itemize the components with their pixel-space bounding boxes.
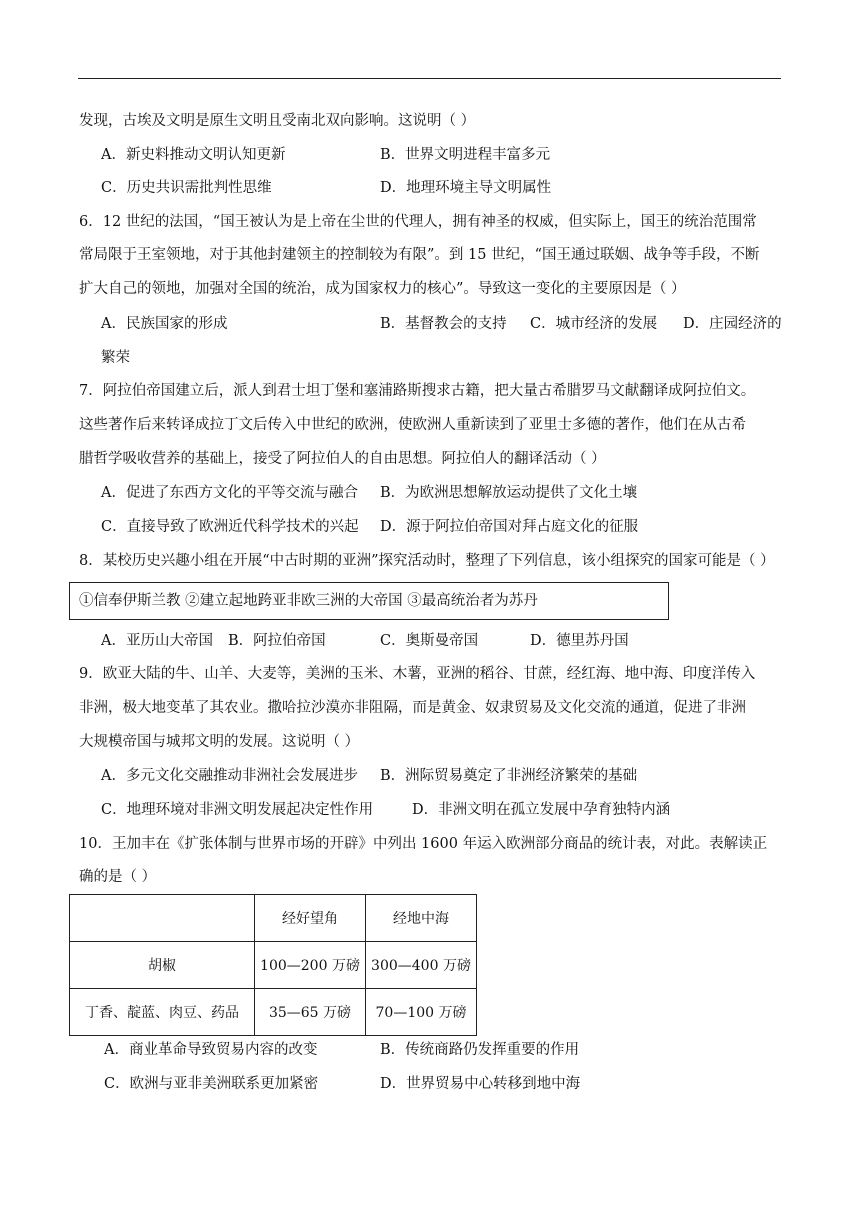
q6-option-c[interactable]: C．城市经济的发展: [530, 316, 658, 332]
q8-option-c[interactable]: C．奥斯曼帝国: [380, 633, 479, 649]
q9-option-b[interactable]: B．洲际贸易奠定了非洲经济繁荣的基础: [380, 768, 638, 784]
q7-stem-line-3: 腊哲学吸收营养的基础上，接受了阿拉伯人的自由思想。阿拉伯人的翻译活动（ ）: [79, 451, 606, 467]
q6-stem-line-3: 扩大自己的领地，加强对全国的统治，成为国家权力的核心”。导致这一变化的主要原因是（ ）: [79, 281, 686, 297]
table-cell: 胡椒: [70, 942, 255, 989]
table-cell: 丁香、靛蓝、肉豆、药品: [70, 989, 255, 1036]
q9-stem-line-1: 9．欧亚大陆的牛、山羊、大麦等，美洲的玉米、木薯，亚洲的稻谷、甘蔗，经红海、地中海、印度洋传入: [79, 666, 756, 682]
table-cell: 70—100 万磅: [366, 989, 477, 1036]
q7-option-b[interactable]: B．为欧洲思想解放运动提供了文化土壤: [380, 485, 638, 501]
table-cell: 35—65 万磅: [255, 989, 366, 1036]
header-rule: [78, 78, 781, 79]
table-row: [70, 989, 477, 1036]
q9-stem-line-2: 非洲，极大地变革了其农业。撒哈拉沙漠亦非阻隔，而是黄金、奴隶贸易及文化交流的通道，促进了非洲: [79, 700, 746, 716]
q8-info-text: ①信奉伊斯兰教 ②建立起地跨亚非欧三洲的大帝国 ③最高统治者为苏丹: [79, 593, 538, 609]
q10-option-a[interactable]: A．商业革命导致贸易内容的改变: [104, 1042, 318, 1058]
q10-stem-line-2: 确的是（ ）: [79, 869, 157, 885]
q9-option-d[interactable]: D．非洲文明在孤立发展中孕育独特内涵: [412, 802, 671, 818]
q5-option-b[interactable]: B．世界文明进程丰富多元: [380, 147, 551, 163]
q7-stem-line-2: 这些著作后来转译成拉丁文后传入中世纪的欧洲，使欧洲人重新读到了亚里士多德的著作，他们在从古希: [79, 417, 746, 433]
table-header-cell: [70, 895, 255, 942]
q6-option-d[interactable]: D．庄园经济的: [683, 316, 782, 332]
q9-option-c[interactable]: C．地理环境对非洲文明发展起决定性作用: [101, 802, 374, 818]
q10-statistics-table: [69, 894, 477, 1036]
q6-option-b[interactable]: B．基督教会的支持: [380, 316, 507, 332]
q8-stem: 8．某校历史兴趣小组在开展“中古时期的亚洲”探究活动时，整理了下列信息，该小组探究的国家可能是（ ）: [79, 553, 775, 569]
q8-info-box: [69, 582, 669, 620]
table-cell: 300—400 万磅: [366, 942, 477, 989]
q10-option-d[interactable]: D．世界贸易中心转移到地中海: [380, 1076, 581, 1092]
q6-stem-line-1: 6．12 世纪的法国，“国王被认为是上帝在尘世的代理人，拥有神圣的权威，但实际上，国王的统治范围常: [79, 214, 757, 230]
q5-option-d[interactable]: D．地理环境主导文明属性: [380, 180, 552, 196]
q8-option-d[interactable]: D．德里苏丹国: [530, 633, 629, 649]
q8-option-b[interactable]: B．阿拉伯帝国: [228, 633, 326, 649]
table-row: [70, 942, 477, 989]
table-header-cell: 经好望角: [255, 895, 366, 942]
table-header-cell: 经地中海: [366, 895, 477, 942]
q7-stem-line-1: 7．阿拉伯帝国建立后，派人到君士坦丁堡和塞浦路斯搜求古籍，把大量古希腊罗马文献翻译成阿拉伯文。: [79, 383, 756, 399]
q10-option-c[interactable]: C．欧洲与亚非美洲联系更加紧密: [104, 1076, 319, 1092]
q5-stem-tail: 发现，古埃及文明是原生文明且受南北双向影响。这说明（ ）: [79, 113, 476, 129]
q7-option-d[interactable]: D．源于阿拉伯帝国对拜占庭文化的征服: [380, 519, 639, 535]
q10-option-b[interactable]: B．传统商路仍发挥重要的作用: [380, 1042, 580, 1058]
q8-option-a[interactable]: A．亚历山大帝国: [101, 633, 213, 649]
q7-option-c[interactable]: C．直接导致了欧洲近代科学技术的兴起: [101, 519, 359, 535]
q6-option-a[interactable]: A．民族国家的形成: [101, 316, 228, 332]
q9-stem-line-3: 大规模帝国与城邦文明的发展。这说明（ ）: [79, 734, 360, 750]
q6-stem-line-2: 常局限于王室领地，对于其他封建领主的控制较为有限”。到 15 世纪，“国王通过联姻、战争等手段，不断: [79, 247, 760, 263]
q10-stem-line-1: 10．王加丰在《扩张体制与世界市场的开辟》中列出 1600 年运入欧洲部分商品的统计表，对此。表解读正: [79, 836, 768, 852]
q7-option-a[interactable]: A．促进了东西方文化的平等交流与融合: [101, 485, 358, 501]
table-cell: 100—200 万磅: [255, 942, 366, 989]
table-header-row: [70, 895, 477, 942]
q5-option-c[interactable]: C．历史共识需批判性思维: [101, 180, 272, 196]
q9-option-a[interactable]: A．多元文化交融推动非洲社会发展进步: [101, 768, 358, 784]
q6-option-d-wrap: 繁荣: [101, 350, 130, 366]
q5-option-a[interactable]: A．新史料推动文明认知更新: [101, 147, 286, 163]
